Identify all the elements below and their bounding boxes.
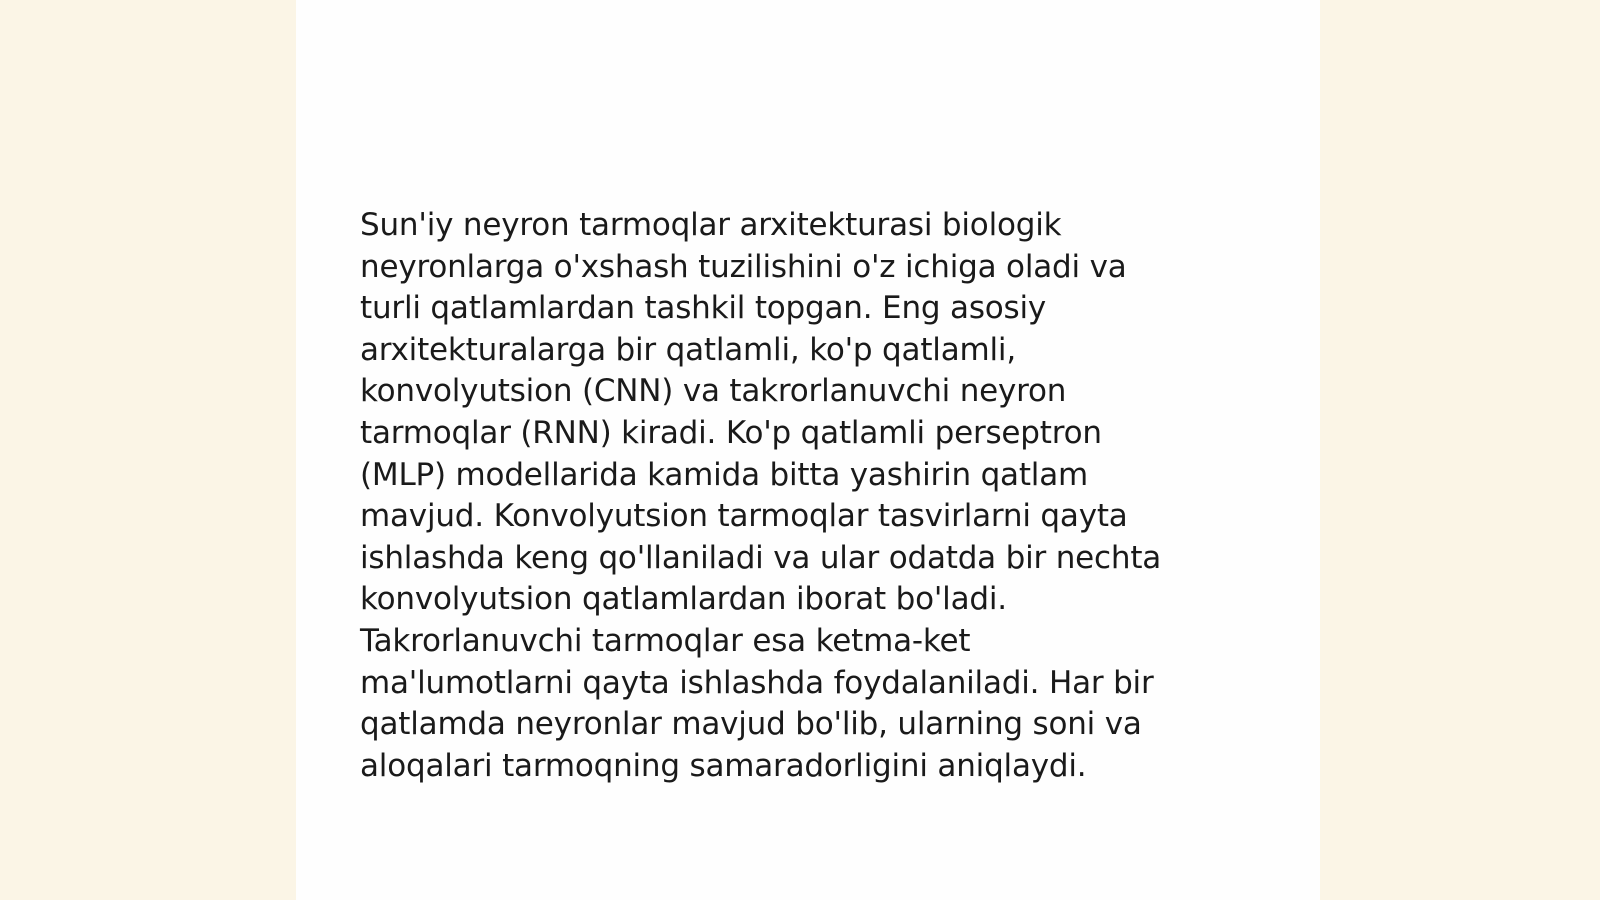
paragraph-line: ma'lumotlarni qayta ishlashda foydalaniladi. Har bir (360, 664, 1154, 701)
paragraph-line: (MLP) modellarida kamida bitta yashirin qatlam (360, 456, 1089, 493)
paragraph-line: konvolyutsion qatlamlardan iborat bo'ladi. (360, 581, 1007, 618)
paragraph-line: Takrorlanuvchi tarmoqlar esa ketma-ket (360, 622, 971, 659)
paragraph-line: neyronlarga o'xshash tuzilishini o'z ichiga oladi va (360, 248, 1127, 285)
paragraph-line: konvolyutsion (CNN) va takrorlanuvchi neyron (360, 373, 1067, 410)
paragraph-line: Sun'iy neyron tarmoqlar arxitekturasi biologik (360, 207, 1062, 243)
paragraph-line: aloqalari tarmoqning samaradorligini aniqlaydi. (360, 747, 1087, 784)
paragraph-line: qatlamda neyronlar mavjud bo'lib, ularning soni va (360, 706, 1142, 743)
paragraph-line: mavjud. Konvolyutsion tarmoqlar tasvirlarni qayta (360, 498, 1128, 535)
paragraph-line: tarmoqlar (RNN) kiradi. Ko'p qatlamli perseptron (360, 414, 1102, 451)
paragraph-line: turli qatlamlardan tashkil topgan. Eng asosiy (360, 290, 1047, 327)
paragraph-line: ishlashda keng qo'llaniladi va ular odatda bir nechta (360, 539, 1162, 576)
body-paragraph (360, 205, 1220, 787)
document-page (296, 0, 1320, 900)
paragraph-line: arxitekturalarga bir qatlamli, ko'p qatlamli, (360, 331, 1016, 368)
